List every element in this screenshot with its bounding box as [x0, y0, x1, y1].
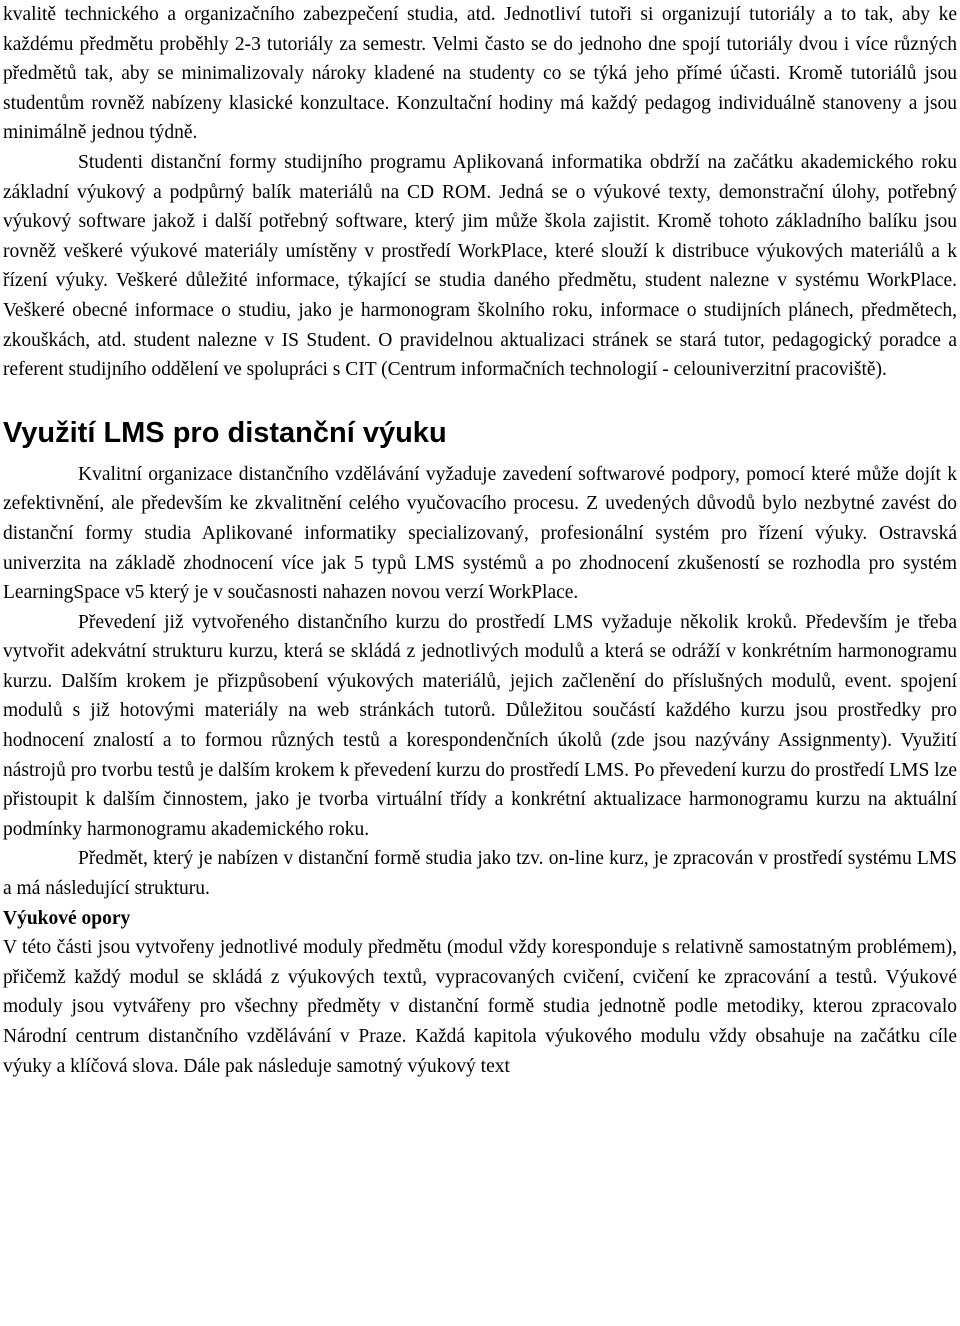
- document-page: [3, 0, 957, 1081]
- paragraph-course-conversion: Převedení již vytvořeného distančního kurzu do prostředí LMS vyžaduje několik kroků. Především je třeba vytvořit adekvátní strukturu kurzu, která se skládá z jednotlivých modulů a která se odráží v konkrétním harmonogramu kurzu. Dalším krokem je přizpůsobení výukových materiálů, jejich začlenění do příslušných modulů, event. spojení modulů s již hotovými materiály na web stránkách tutorů. Důležitou součástí každého kurzu jsou prostředky pro hodnocení znalostí a to formou různých testů a korespondenčních úkolů (zde jsou nazývány Assignmenty). Využití nástrojů pro tvorbu testů je dalším krokem k převedení kurzu do prostředí LMS. Po převedení kurzu do prostředí LMS lze přistoupit k dalším činnostem, jako je tvorba virtuální třídy a konkrétní aktualizace harmonogramu kurzu na aktuální podmínky harmonogramu akademického roku.: [3, 611, 957, 840]
- paragraph-learning-supports: V této části jsou vytvořeny jednotlivé moduly předmětu (modul vždy koresponduje s relativně samostatným problémem), přičemž každý modul se skládá z výukových textů, vypracovaných cvičení, cvičení ke zpracování a testů. Výukové moduly jsou vytvářeny pro všechny předměty v distanční formě studia jednotně podle metodiky, kterou zpracovalo Národní centrum distančního vzdělávání v Praze. Každá kapitola výukového modulu vždy obsahuje na začátku cíle výuky a klíčová slova. Dále pak následuje samotný výukový text: [3, 937, 957, 1077]
- paragraph-study-materials: Studenti distanční formy studijního programu Aplikovaná informatika obdrží na začátku akademického roku základní výukový a podpůrný balík materiálů na CD ROM. Jedná se o výukové texty, demonstrační úlohy, potřebný výukový software jakož i další potřebný software, který jim může škola zajistit. Kromě tohoto základního balíku jsou rovněž veškeré výukové materiály umístěny v prostředí WorkPlace, které slouží k distribuce výukových materiálů a k řízení výuky. Veškeré důležité informace, týkající se studia daného předmětu, student nalezne v systému WorkPlace. Veškeré obecné informace o studiu, jako je harmonogram školního roku, informace o studijních plánech, předmětech, zkouškách, atd. student nalezne v IS Student. O pravidelnou aktualizaci stránek se stará tutor, pedagogický poradce a referent studijního oddělení ve spolupráci s CIT (Centrum informačních technologií - celouniverzitní pracoviště).: [3, 151, 957, 381]
- paragraph-intro: kvalitě technického a organizačního zabezpečení studia, atd. Jednotliví tutoři si organizují tutoriály a to tak, aby ke každému předmětu proběhly 2-3 tutoriály za semestr. Velmi často se do jednoho dne spojí tutoriály dvou i více různých předmětů tak, aby se minimalizovaly nároky kladené na studenty co se týká jeho přímé účasti. Kromě tutoriálů jsou studentům rovněž nabízeny klasické konzultace. Konzultační hodiny má každý pedagog individuálně stanoveny a jsou minimálně jednou týdně.: [3, 4, 957, 144]
- section-heading: Využití LMS pro distanční výuku: [3, 416, 447, 449]
- subheading-learning-supports: Výukové opory: [3, 907, 131, 929]
- paragraph-lms-organization: Kvalitní organizace distančního vzdělávání vyžaduje zavedení softwarové podpory, pomocí které může dojít k zefektivnění, ale především ke zkvalitnění celého vyučovacího procesu. Z uvedených důvodů bylo nezbytné zavést do distanční formy studia Aplikované informatiky specializovaný, profesionální systém pro řízení výuky. Ostravská univerzita na základě zhodnocení více jak 5 typů LMS systémů a po zhodnocení zkušeností se rozhodla pro systém LearningSpace v5 který je v současnosti nahazen novou verzí WorkPlace.: [3, 463, 957, 604]
- paragraph-course-structure: Předmět, který je nabízen v distanční formě studia jako tzv. on-line kurz, je zpracován v prostředí systému LMS a má následující strukturu.: [3, 848, 957, 900]
